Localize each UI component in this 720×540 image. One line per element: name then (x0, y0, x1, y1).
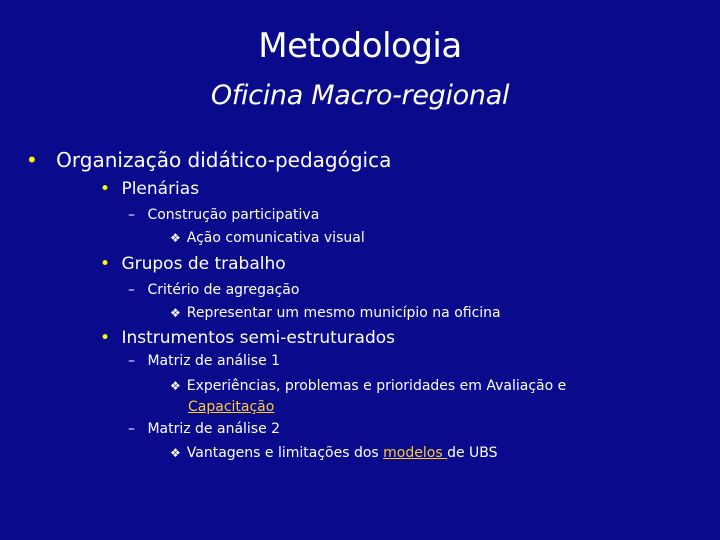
bullet-icon: • (100, 179, 111, 199)
diamond-item-acao (170, 230, 365, 246)
dash-item-construcao (128, 207, 319, 223)
diamond-icon: ❖ (170, 446, 181, 460)
diamond-item-experiencias (170, 378, 566, 394)
dash-item-label: Matriz de análise 2 (147, 421, 281, 437)
slide-title: Metodologia (258, 26, 462, 66)
capacitacao-line (188, 399, 274, 415)
diamond-item-label: Vantagens e limitações dos (186, 445, 379, 461)
dash-item-matriz1 (128, 353, 280, 369)
diamond-item-vantagens (170, 445, 498, 461)
dash-item-criterio (128, 282, 299, 298)
slide-subtitle: Oficina Macro-regional (210, 80, 510, 111)
diamond-icon: ❖ (170, 306, 181, 320)
dash-icon: – (128, 353, 135, 369)
capacitacao-link[interactable]: Capacitação (188, 399, 275, 415)
bullet-item-label: Plenárias (121, 179, 200, 199)
diamond-item-label-end: de UBS (447, 445, 498, 461)
bullet-item-instrumentos (100, 328, 395, 348)
bullet-item-label: Instrumentos semi-estruturados (121, 328, 396, 348)
bullet-icon: • (100, 328, 111, 348)
dash-item-label: Construção participativa (147, 207, 320, 223)
diamond-item-label: Ação comunicativa visual (186, 230, 365, 246)
bullet-item-plenarias (100, 179, 199, 199)
bullet-item-grupos (100, 254, 286, 274)
diamond-item-label: Representar um mesmo município na oficina (186, 305, 501, 321)
dash-item-matriz2 (128, 421, 280, 437)
dash-item-label: Critério de agregação (147, 282, 300, 298)
dash-icon: – (128, 421, 135, 437)
diamond-item-representar (170, 305, 501, 321)
bullet-item-organizacao (26, 148, 391, 172)
bullet-icon: • (100, 254, 111, 274)
modelos-link[interactable]: modelos (383, 445, 448, 461)
bullet-icon: • (26, 148, 38, 172)
diamond-icon: ❖ (170, 231, 181, 245)
dash-icon: – (128, 207, 135, 223)
diamond-icon: ❖ (170, 379, 181, 393)
dash-icon: – (128, 282, 135, 298)
diamond-item-label: Experiências, problemas e prioridades em Avaliação e (186, 378, 567, 394)
bullet-item-label: Organização didático-pedagógica (56, 148, 392, 172)
dash-item-label: Matriz de análise 1 (147, 353, 281, 369)
bullet-item-label: Grupos de trabalho (121, 254, 286, 274)
